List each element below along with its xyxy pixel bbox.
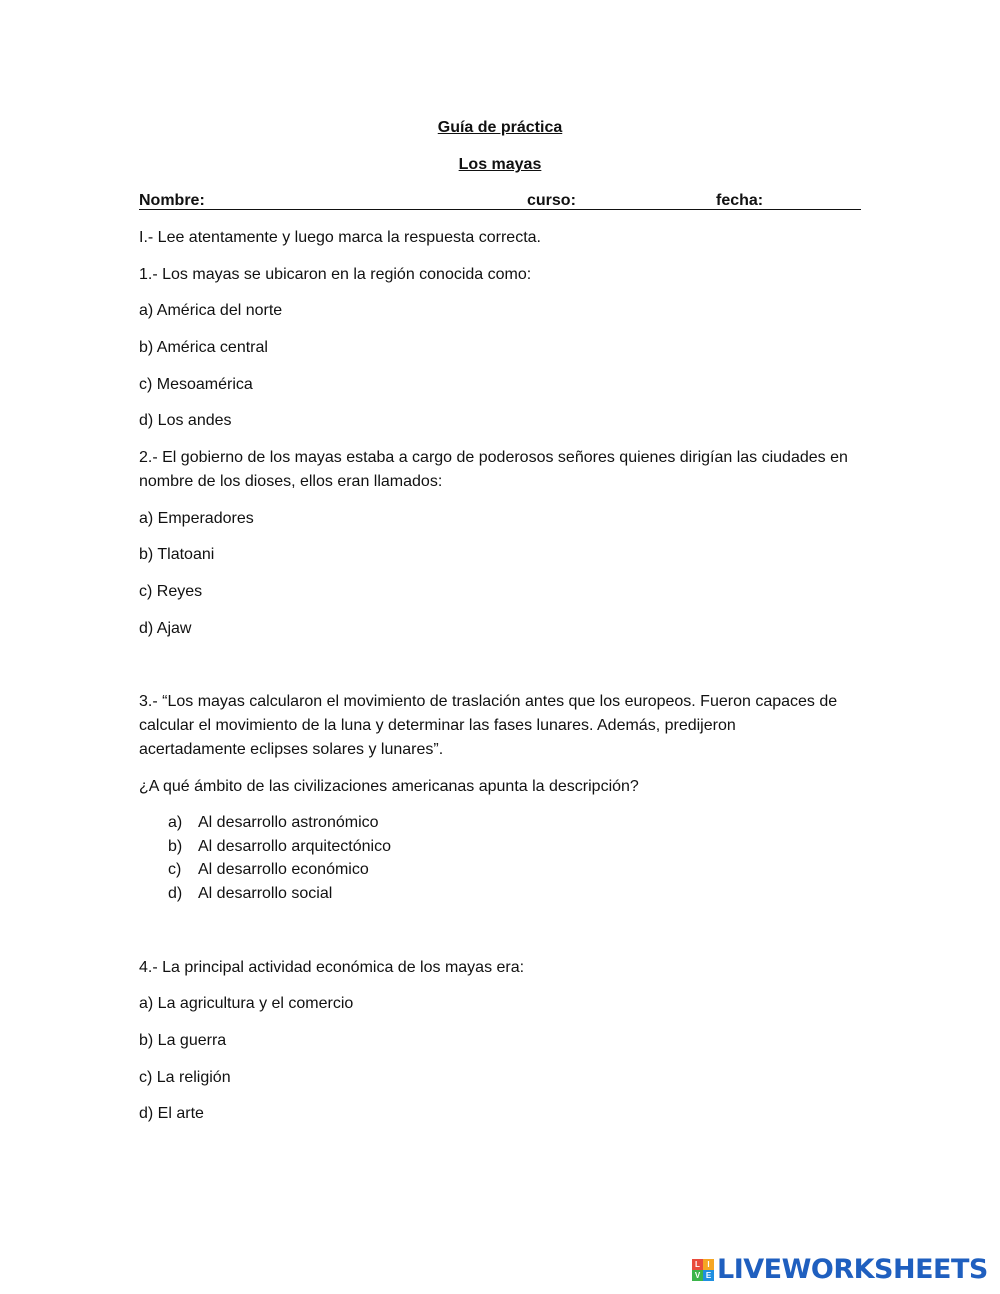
question-2-line-2: nombre de los dioses, ellos eran llamados: bbox=[139, 473, 443, 490]
nombre-field[interactable] bbox=[139, 189, 527, 210]
q1-option-a[interactable]: a) América del norte bbox=[139, 302, 283, 319]
brand-icon-cell-e: E bbox=[703, 1270, 714, 1281]
question-3-line-3: acertadamente eclipses solares y lunares”. bbox=[139, 741, 444, 758]
q4-option-a[interactable]: a) La agricultura y el comercio bbox=[139, 995, 354, 1012]
fecha-field[interactable] bbox=[716, 189, 861, 210]
curso-label: curso: bbox=[527, 192, 576, 209]
brand-icon-cell-l: L bbox=[692, 1259, 703, 1270]
curso-field[interactable] bbox=[527, 189, 716, 210]
brand-icon-cell-i: I bbox=[703, 1259, 714, 1270]
page-title: Guía de práctica bbox=[437, 119, 563, 136]
question-2-line-1: 2.- El gobierno de los mayas estaba a cargo de poderosos señores quienes dirigían las ciudades en bbox=[139, 449, 848, 466]
q2-option-b[interactable]: b) Tlatoani bbox=[139, 546, 215, 563]
question-3-line-1: 3.- “Los mayas calcularon el movimiento de traslación antes que los europeos. Fueron capaces de bbox=[139, 693, 838, 710]
question-4-text: 4.- La principal actividad económica de los mayas era: bbox=[139, 959, 525, 976]
student-info-row bbox=[139, 189, 861, 212]
question-3-line-2: calcular el movimiento de la luna y determinar las fases lunares. Además, predijeron bbox=[139, 717, 736, 734]
liveworksheets-logo bbox=[692, 1256, 988, 1284]
instruction-text: I.- Lee atentamente y luego marca la respuesta correcta. bbox=[139, 229, 541, 246]
q3-option-b-letter: b) bbox=[168, 838, 183, 855]
q1-option-c[interactable]: c) Mesoamérica bbox=[139, 376, 253, 393]
q2-option-d[interactable]: d) Ajaw bbox=[139, 620, 192, 637]
q4-option-b[interactable]: b) La guerra bbox=[139, 1032, 227, 1049]
q3-option-d-letter: d) bbox=[168, 885, 183, 902]
q3-option-b[interactable]: Al desarrollo arquitectónico bbox=[198, 838, 391, 855]
q2-option-a[interactable]: a) Emperadores bbox=[139, 510, 254, 527]
q4-option-c[interactable]: c) La religión bbox=[139, 1069, 231, 1086]
question-3-prompt: ¿A qué ámbito de las civilizaciones americanas apunta la descripción? bbox=[139, 778, 639, 795]
nombre-label: Nombre: bbox=[139, 192, 205, 209]
q1-option-b[interactable]: b) América central bbox=[139, 339, 268, 356]
brand-name: LIVEWORKSHEETS bbox=[717, 1254, 988, 1285]
page-subtitle: Los mayas bbox=[458, 156, 542, 173]
liveworksheets-icon bbox=[692, 1259, 714, 1281]
q3-option-c-letter: c) bbox=[168, 861, 182, 878]
brand-icon-cell-v: V bbox=[692, 1270, 703, 1281]
q3-option-a[interactable]: Al desarrollo astronómico bbox=[198, 814, 379, 831]
fecha-label: fecha: bbox=[716, 192, 764, 209]
question-1-text: 1.- Los mayas se ubicaron en la región conocida como: bbox=[139, 266, 532, 283]
q2-option-c[interactable]: c) Reyes bbox=[139, 583, 203, 600]
q1-option-d[interactable]: d) Los andes bbox=[139, 412, 232, 429]
q3-option-a-letter: a) bbox=[168, 814, 183, 831]
q4-option-d[interactable]: d) El arte bbox=[139, 1105, 204, 1122]
q3-option-d[interactable]: Al desarrollo social bbox=[198, 885, 333, 902]
q3-option-c[interactable]: Al desarrollo económico bbox=[198, 861, 369, 878]
